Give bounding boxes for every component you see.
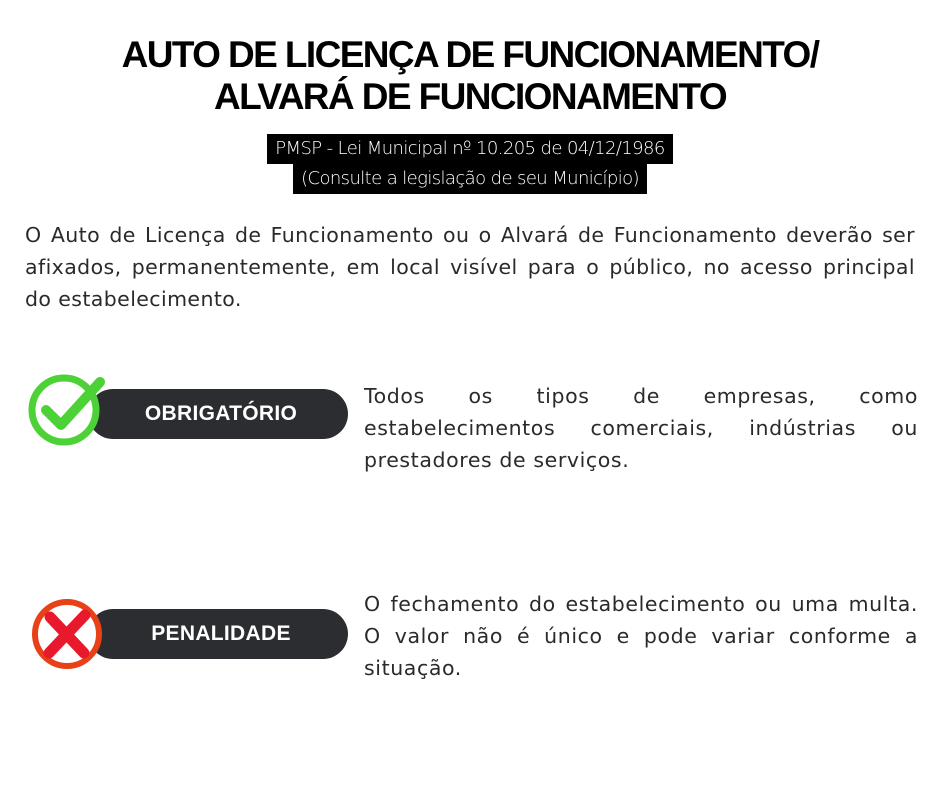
- title-line-1: AUTO DE LICENÇA DE FUNCIONAMENTO/: [121, 34, 819, 75]
- legislation-line-2: (Consulte a legislação de seu Município): [293, 164, 647, 194]
- legislation-note: [0, 134, 940, 194]
- check-icon: [24, 370, 108, 450]
- obrigatorio-badge: OBRIGATÓRIO: [88, 389, 348, 439]
- legislation-line-1: PMSP - Lei Municipal nº 10.205 de 04/12/1986: [267, 134, 672, 164]
- penalidade-badge: PENALIDADE: [88, 609, 348, 659]
- title-line-2: ALVARÁ DE FUNCIONAMENTO: [213, 76, 727, 117]
- intro-paragraph: O Auto de Licença de Funcionamento ou o Alvará de Funcionamento deverão ser afixados, permanentemente, em local visível para o público, no acesso principal do estabelecimento.: [25, 223, 915, 311]
- cross-icon: [28, 595, 108, 673]
- page-title: [0, 34, 940, 118]
- obrigatorio-description: Todos os tipos de empresas, como estabelecimentos comerciais, indústrias ou prestadores de serviços.: [364, 384, 918, 472]
- penalidade-description: O fechamento do estabelecimento ou uma multa. O valor não é único e pode variar conforme a situação.: [364, 592, 918, 680]
